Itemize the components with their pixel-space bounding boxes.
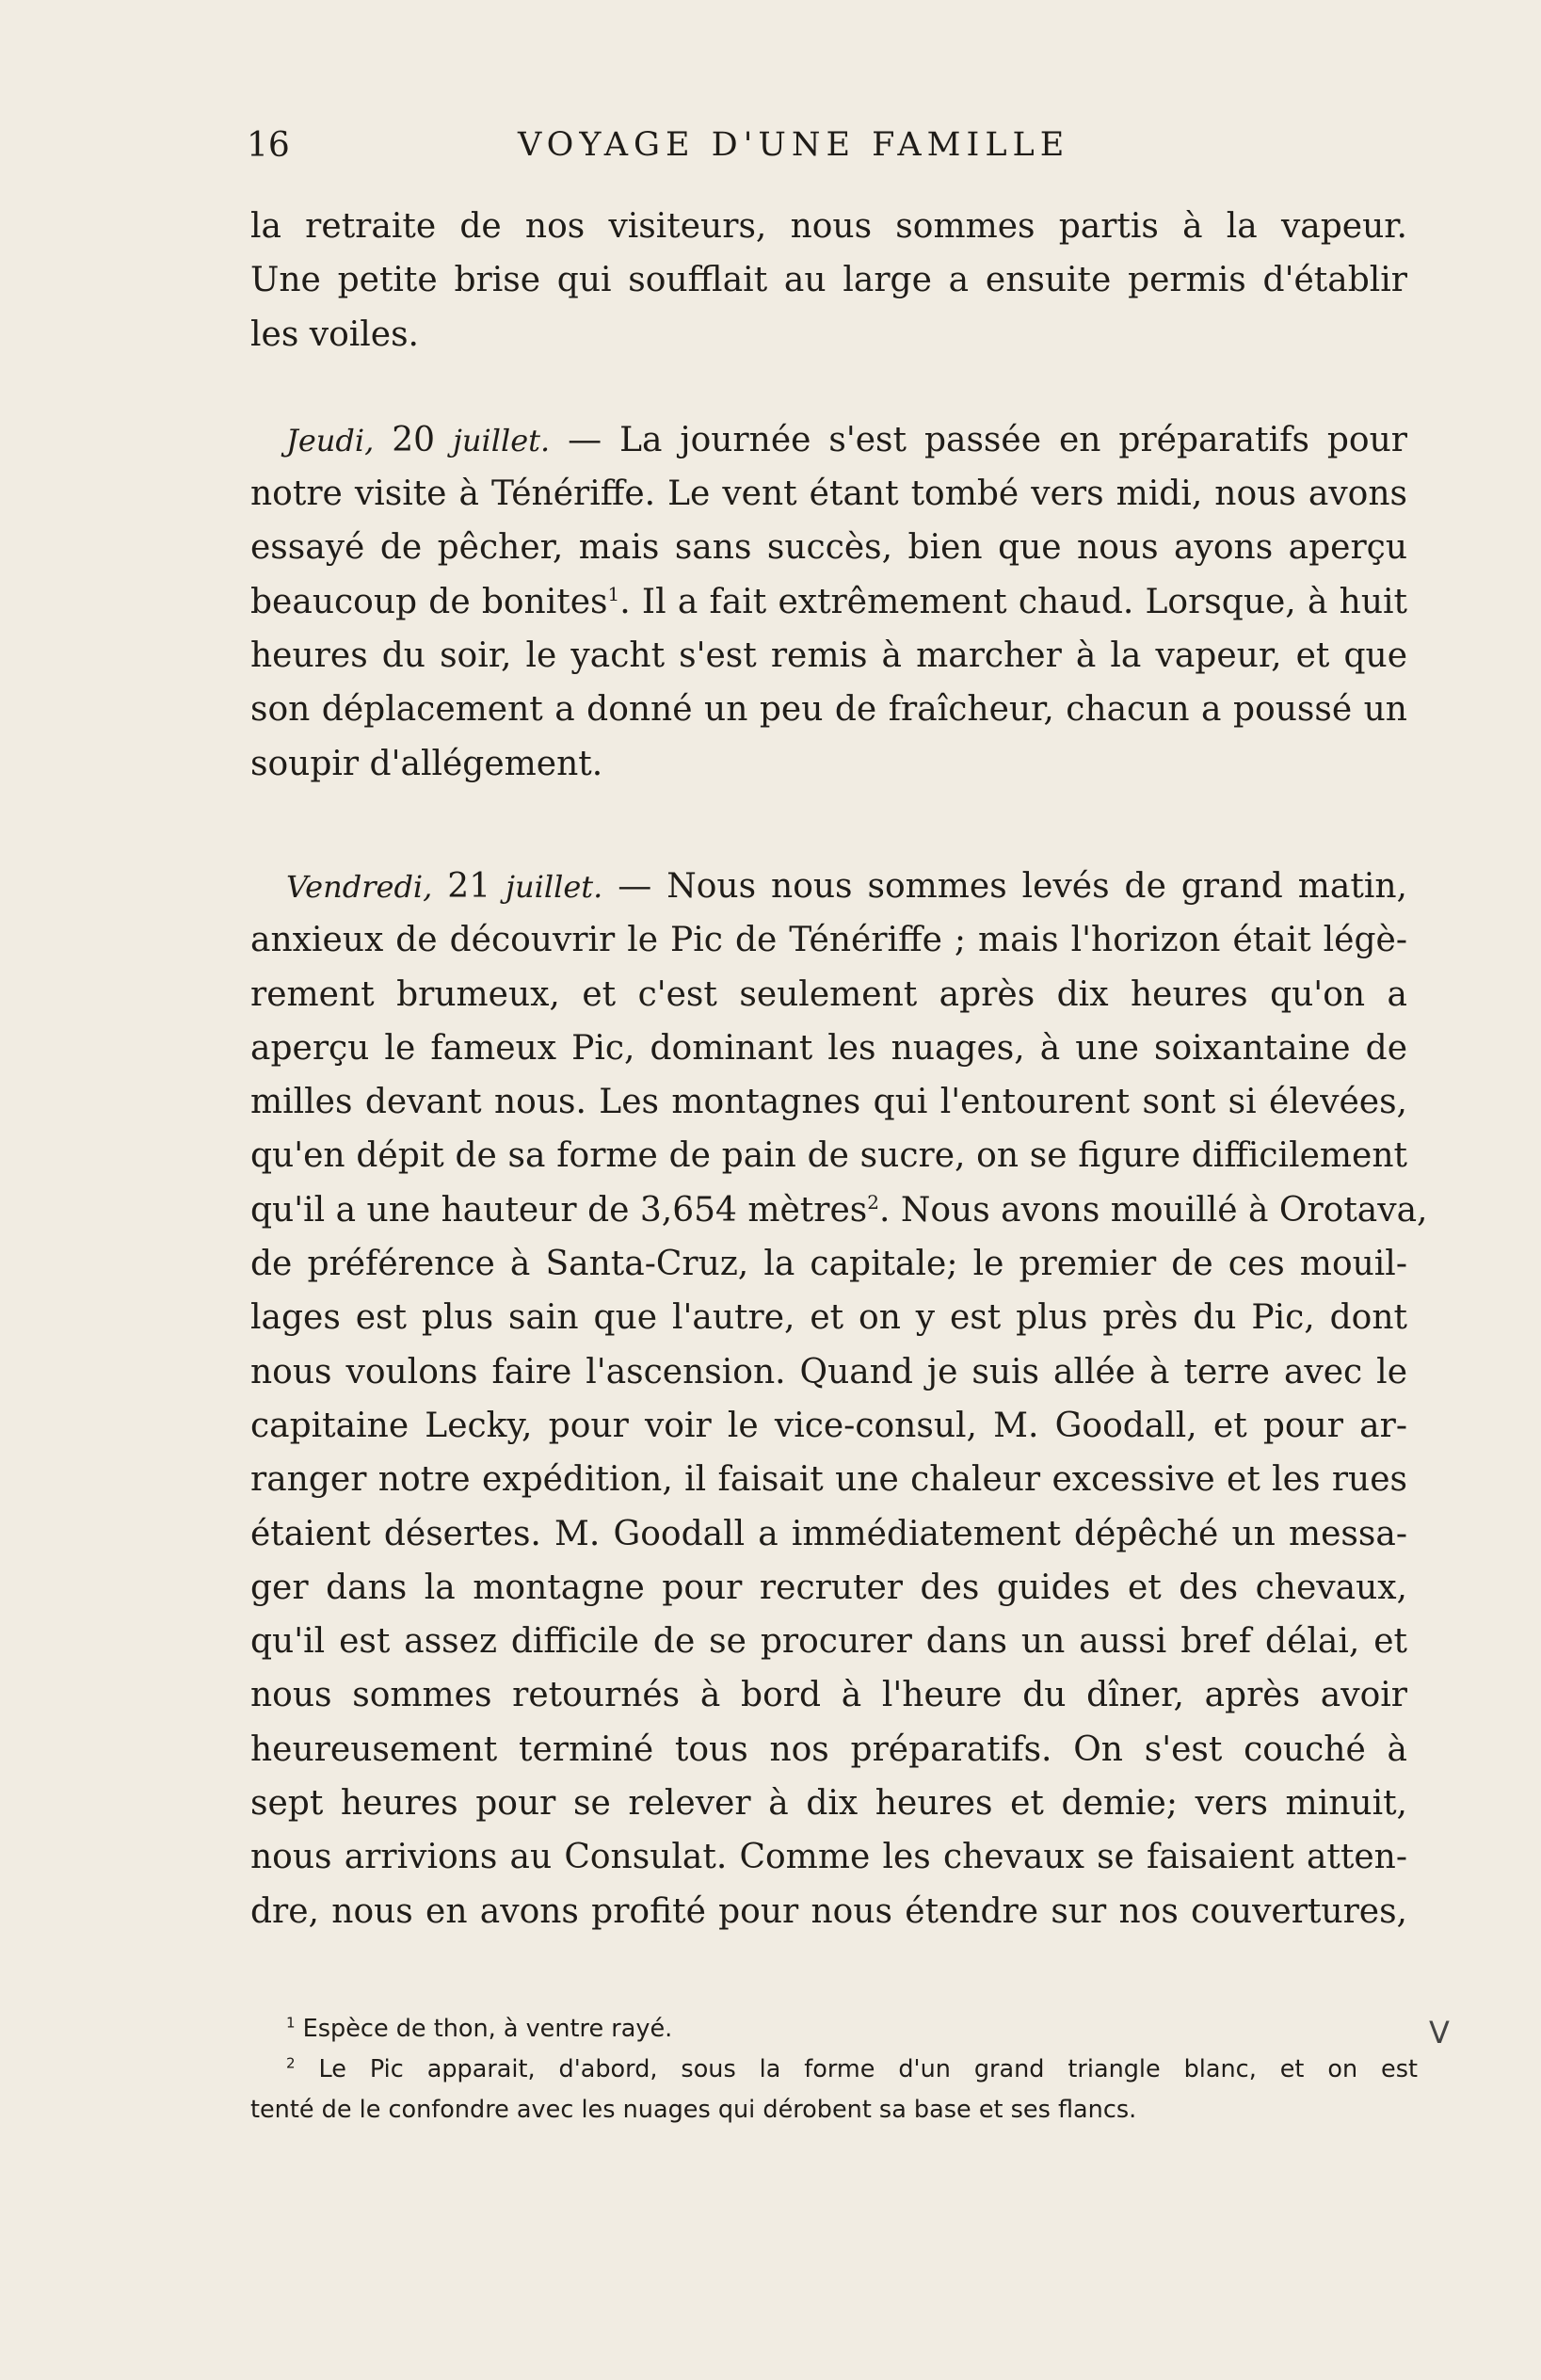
footnotes [250,2009,1418,2131]
day-label: Jeudi, [286,422,375,458]
text-line: Jeudi, 20 juillet. — La journée s'est passée en préparatifs pour [286,420,1407,459]
footnote-mark: 1 [286,2014,296,2032]
text-line: anxieux de découvrir le Pic de Ténériffe ; mais l'horizon était légè- [250,921,1407,960]
text-line: de préférence à Santa-Cruz, la capitale; le premier de ces mouil- [250,1245,1407,1284]
text-line: rement brumeux, et c'est seulement après dix heures qu'on a [250,974,1407,1014]
footnote-mark: 2 [286,2054,296,2072]
date-number: 20 [392,420,436,459]
running-header [247,126,1423,173]
text-line: Une petite brise qui soufflait au large a ensuite permis d'établir [250,261,1407,300]
margin-mark: V [1429,2015,1450,2050]
text-line: beaucoup de bonites$^1$. Il a fait extrêmement chaud. Lorsque, à huit [250,582,1407,621]
text-line: ranger notre expédition, il faisait une chaleur excessive et les rues [250,1460,1407,1500]
text-line: capitaine Lecky, pour voir le vice-consul, M. Goodall, et pour ar- [250,1406,1407,1445]
text-line: heureusement terminé tous nos préparatifs. On s'est couché à [250,1729,1407,1769]
footnote-ref: 2 [867,1190,879,1214]
text-line: nous arrivions au Consulat. Comme les chevaux se faisaient atten- [250,1838,1407,1877]
text-line: qu'en dépit de sa forme de pain de sucre, on se figure difficilement [250,1136,1407,1176]
text-line: heures du soir, le yacht s'est remis à marcher à la vapeur, et que [250,636,1407,676]
paragraph-jeudi [250,413,1407,791]
text-line: notre visite à Ténériffe. Le vent étant tombé vers midi, nous avons [250,474,1407,514]
date-number: 21 [447,866,491,906]
footnote-ref: 1 [607,582,620,605]
text-line: sept heures pour se relever à dix heures et demie; vers minuit, [250,1784,1407,1824]
paragraph-vendredi [250,860,1428,1938]
text-line: milles devant nous. Les montagnes qui l'entourent sont si élevées, [250,1083,1407,1122]
text-line: lages est plus sain que l'autre, et on y est plus près du Pic, dont [250,1298,1407,1338]
text-line: qu'il est assez difficile de se procurer dans un aussi bref délai, et [250,1622,1407,1662]
day-label: Vendredi, [286,868,433,905]
paragraph [250,200,1407,362]
footnote-2-continued: tenté de le confondre avec les nuages qui dérobent sa base et ses flancs. [250,2096,1137,2124]
running-title: VOYAGE D'UNE FAMILLE [518,126,1070,164]
text-line: qu'il a une hauteur de 3,654 mètres$^2$. Nous avons mouillé à Orotava, [250,1190,1428,1230]
text-line: son déplacement a donné un peu de fraîcheur, chacun a poussé un [250,690,1407,730]
text-line: la retraite de nos visiteurs, nous sommes partis à la vapeur. [250,207,1407,246]
text-line: nous voulons faire l'ascension. Quand je suis allée à terre avec le [250,1352,1407,1391]
text-line: nous sommes retournés à bord à l'heure du dîner, après avoir [250,1676,1407,1715]
month-label: juillet. [506,868,603,905]
footnote-1: $^1$ Espèce de thon, à ventre rayé. [286,2014,673,2043]
text-line: les voiles. [250,314,419,354]
text-line: Vendredi, 21 juillet. — Nous nous sommes levés de grand matin, [286,866,1407,906]
month-label: juillet. [452,422,551,458]
text-line: étaient désertes. M. Goodall a immédiatement dépêché un messa- [250,1514,1407,1553]
text-line: aperçu le fameux Pic, dominant les nuages, à une soixantaine de [250,1028,1407,1068]
page-number: 16 [247,126,290,165]
main-text [250,200,1428,1938]
footnote-2: $^2$ Le Pic apparait, d'abord, sous la forme d'un grand triangle blanc, et on est [286,2054,1418,2083]
text-line: essayé de pêcher, mais sans succès, bien que nous ayons aperçu [250,528,1407,568]
text-line: soupir d'allégement. [250,744,603,783]
text-line: ger dans la montagne pour recruter des guides et des chevaux, [250,1568,1407,1607]
text-line: dre, nous en avons profité pour nous étendre sur nos couvertures, [250,1891,1407,1931]
